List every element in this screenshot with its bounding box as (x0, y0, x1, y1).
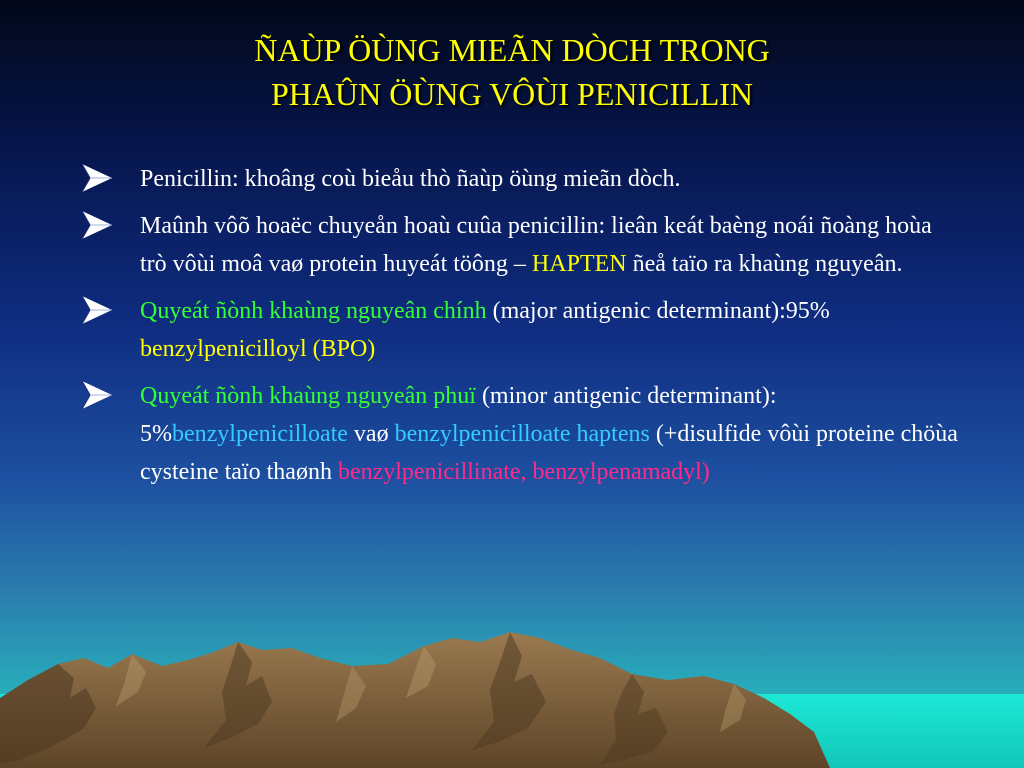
arrow-bullet-icon (80, 379, 114, 411)
bpo-term: benzylpenicilloyl (BPO) (140, 336, 376, 362)
major-determinant-label: Quyeát ñònh khaùng nguyeân chính (140, 298, 487, 324)
benzylpenicilloate-term: benzylpenicilloate (172, 421, 348, 447)
bullet-4-text-mid: (+disulfide vôùi proteine chöùa cysteine taïo thaønh (140, 421, 958, 485)
bullet-2-text: Maûnh vôõ hoaëc chuyeån hoaù cuûa penicillin: lieân keát baèng noái ñoàng hoùa trò vôùi moâ vaø protein huyeát töông – (140, 213, 932, 277)
bullet-4-connector: vaø (347, 421, 395, 447)
arrow-bullet-icon (80, 162, 114, 194)
arrow-bullet-icon (80, 294, 114, 326)
title-line-2: PHAÛN ÖÙNG VÔÙI PENICILLIN (270, 76, 754, 112)
bullet-item-3 (80, 292, 960, 368)
bullet-1-text: Penicillin: khoâng coù bieåu thò ñaùp öùng mieãn dòch. (140, 166, 681, 192)
bullet-item-2 (80, 207, 960, 283)
bullet-3-text: (major antigenic determinant):95% (486, 298, 830, 324)
bullet-2-text-end: ñeå taïo ra khaùng nguyeân. (626, 251, 903, 277)
benzylpenicillinate-term: benzylpenicillinate, benzylpenamadyl) (337, 459, 710, 485)
title-line-1: ÑAÙP ÖÙNG MIEÃN DÒCH TRONG (254, 32, 770, 68)
bullet-item-1 (80, 160, 960, 198)
minor-determinant-label: Quyeát ñònh khaùng nguyeân phuï (140, 383, 476, 409)
mountain-landscape-icon (0, 628, 1024, 768)
arrow-bullet-icon (80, 209, 114, 241)
benzylpenicilloate-haptens-term: benzylpenicilloate haptens (394, 421, 650, 447)
hapten-term: HAPTEN (531, 251, 627, 277)
bullet-4-text: (minor antigenic determinant): 5% (140, 383, 777, 447)
bullet-list (80, 160, 960, 500)
slide-title (0, 28, 1024, 116)
bullet-item-4 (80, 377, 960, 491)
